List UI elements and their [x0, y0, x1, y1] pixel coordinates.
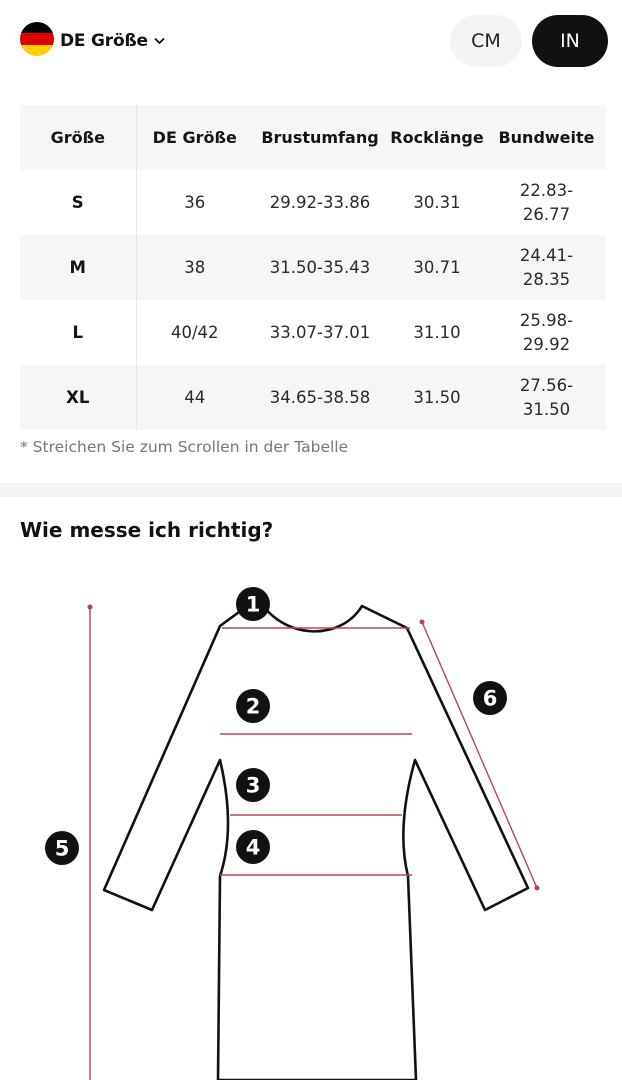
table-row	[20, 235, 606, 300]
length-cell: 30.71	[413, 257, 461, 277]
table-header-row	[20, 105, 606, 170]
table-row	[20, 170, 606, 235]
bust-cell: 33.07-37.01	[269, 322, 371, 342]
dress-measurement-diagram	[0, 570, 622, 1080]
marker-2	[236, 689, 270, 723]
marker-4-label: 4	[245, 835, 261, 860]
waist-cell	[487, 170, 606, 235]
scroll-hint: * Streichen Sie zum Scrollen in der Tabelle	[20, 438, 349, 456]
column-header-length: Rocklänge	[390, 128, 484, 147]
table-row	[20, 300, 606, 365]
waist-value: 22.83-26.77	[519, 180, 574, 224]
size-cell: L	[20, 300, 136, 365]
waist-value: 24.41-28.35	[519, 245, 574, 289]
measure-dot	[535, 886, 540, 891]
marker-1-label: 1	[245, 592, 261, 617]
de-size-cell: 44	[184, 387, 206, 407]
column-header-de-size: DE Größe	[152, 128, 237, 147]
length-cell: 31.10	[413, 322, 461, 342]
marker-6	[473, 681, 507, 715]
measure-guide-title: Wie messe ich richtig?	[20, 518, 274, 542]
marker-1	[236, 587, 270, 621]
de-size-cell: 38	[184, 257, 206, 277]
unit-in-button[interactable]: IN	[532, 15, 608, 67]
size-cell: M	[20, 235, 136, 300]
de-size-cell: 36	[184, 192, 206, 212]
size-cell: S	[20, 170, 136, 235]
table-row	[20, 365, 606, 430]
column-header-bust: Brustumfang	[261, 128, 379, 147]
bust-cell: 31.50-35.43	[269, 257, 371, 277]
column-header-waist: Bundweite	[498, 128, 595, 147]
waist-value: 27.56-31.50	[519, 375, 574, 419]
waist-cell	[487, 365, 606, 430]
waist-value: 25.98-29.92	[519, 310, 574, 354]
measure-line-6	[422, 622, 537, 888]
dress-outline	[104, 598, 528, 1080]
measure-dot	[420, 620, 425, 625]
marker-2-label: 2	[245, 694, 261, 719]
marker-5-label: 5	[54, 836, 70, 861]
marker-6-label: 6	[482, 686, 498, 711]
size-system-label: DE Größe	[60, 31, 148, 51]
size-system-dropdown[interactable]	[60, 28, 165, 54]
size-header	[0, 0, 622, 90]
marker-3	[236, 768, 270, 802]
de-size-cell: 40/42	[170, 322, 219, 342]
column-header-size: Größe	[20, 105, 136, 170]
chevron-down-icon	[154, 37, 165, 45]
bust-cell: 34.65-38.58	[269, 387, 371, 407]
marker-4	[236, 830, 270, 864]
bust-cell: 29.92-33.86	[269, 192, 371, 212]
length-cell: 31.50	[413, 387, 461, 407]
marker-5	[45, 831, 79, 865]
germany-flag-icon	[20, 22, 54, 56]
section-divider	[0, 483, 622, 497]
marker-3-label: 3	[245, 773, 261, 798]
length-cell: 30.31	[413, 192, 461, 212]
measure-dot	[88, 605, 93, 610]
size-table[interactable]	[20, 105, 606, 430]
size-cell: XL	[20, 365, 136, 430]
waist-cell	[487, 300, 606, 365]
unit-cm-button[interactable]: CM	[450, 15, 522, 67]
waist-cell	[487, 235, 606, 300]
